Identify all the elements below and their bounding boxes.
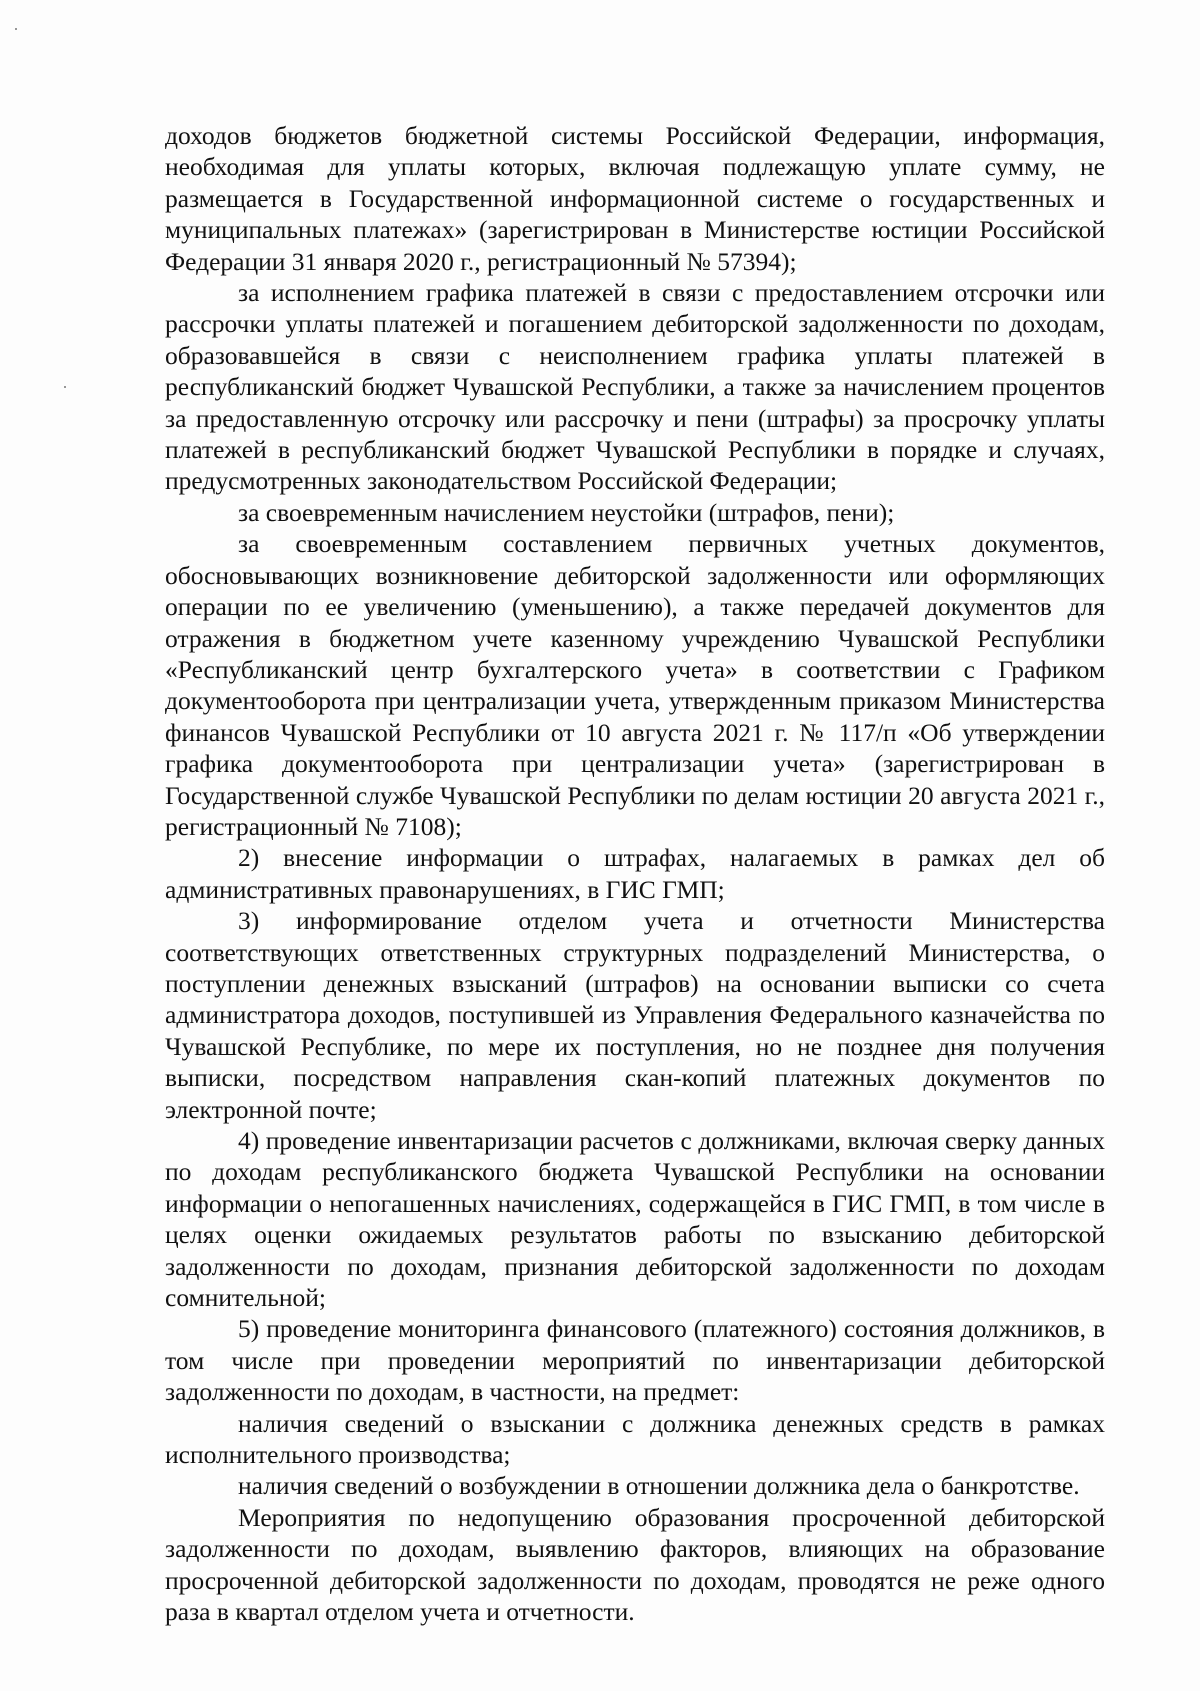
paragraph-enforcement-info: наличия сведений о взыскании с должника денежных средств в рамках исполнительного производства; — [165, 1408, 1105, 1470]
paragraph-penalty-accrual: за своевременным начислением неустойки (штрафов, пени); — [238, 497, 895, 527]
paragraph-item-4: 4) проведение инвентаризации расчетов с должниками, включая сверку данных по доходам республиканского бюджета Чувашской Республики на основании информации о непогашенных начислениях, содержащейся в ГИС ГМП, в том числе в целях оценки ожидаемых результатов работы по взысканию дебиторской задолженности по доходам, признания дебиторской задолженности по доходам сомнительной; — [165, 1126, 1105, 1313]
paragraph-item-2: 2) внесение информации о штрафах, налагаемых в рамках дел об административных правонарушениях, в ГИС ГМП; — [165, 843, 1105, 904]
paragraph-item-5: 5) проведение мониторинга финансового (платежного) состояния должников, в том числе при проведении мероприятий по инвентаризации дебиторской задолженности по доходам, в частности, на предмет: — [165, 1314, 1105, 1407]
paragraph-bankruptcy-info: наличия сведений о возбуждении в отношении должника дела о банкротстве. — [238, 1471, 1080, 1501]
paragraph-item-3: 3) информирование отделом учета и отчетности Министерства соответствующих ответственных структурных подразделений Министерства, о поступлении денежных взысканий (штрафов) на основании выписки со счета администратора доходов, поступившей из Управления Федерального казначейства по Чувашской Республике, по мере их поступления, но не позднее дня получения выписки, посредством направления скан-копий платежных документов по электронной почте; — [165, 906, 1105, 1124]
paragraph-measures: Мероприятия по недопущению образования просроченной дебиторской задолженности по доходам, выявлению факторов, влияющих на образование просроченной дебиторской задолженности по доходам, проводятся не реже одного раза в квартал отделом учета и отчетности. — [165, 1502, 1105, 1627]
paragraph-continuation: доходов бюджетов бюджетной системы Российской Федерации, информация, необходимая для уплаты которых, включая подлежащую уплате сумму, не размещается в Государственной информационной системе о государственных и муниципальных платежах» (зарегистрирован в Министерстве юстиции Российской Федерации 31 января 2020 г., регистрационный № 57394); — [165, 121, 1105, 276]
paragraph-primary-documents: за своевременным составлением первичных учетных документов, обосновывающих возникновение дебиторской задолженности или оформляющих операции по ее увеличению (уменьшению), а также передачей документов для отражения в бюджетном учете казенному учреждению Чувашской Республики «Республиканский центр бухгалтерского учета» в соответствии с Графиком документооборота при централизации учета, утвержденным приказом Министерства финансов Чувашской Республики от 10 августа 2021 г. № 117/п «Об утверждении графика документооборота при централизации учета» (зарегистрирован в Государственной службе Чувашской Республики по делам юстиции 20 августа 2021 г., регистрационный № 7108); — [165, 529, 1105, 841]
paragraph-payment-schedule-control: за исполнением графика платежей в связи с предоставлением отсрочки или рассрочки уплаты платежей и погашением дебиторской задолженности по доходам, образовавшейся в связи с неисполнением графика уплаты платежей в республиканский бюджет Чувашской Республики, а также за начислением процентов за предоставленную отсрочку или рассрочку и пени (штрафы) за просрочку уплаты платежей в республиканский бюджет Чувашской Республики в порядке и случаях, предусмотренных законодательством Российской Федерации; — [165, 278, 1105, 496]
scan-speck — [15, 28, 17, 30]
scan-speck — [64, 386, 66, 388]
document-body — [165, 120, 1105, 1628]
